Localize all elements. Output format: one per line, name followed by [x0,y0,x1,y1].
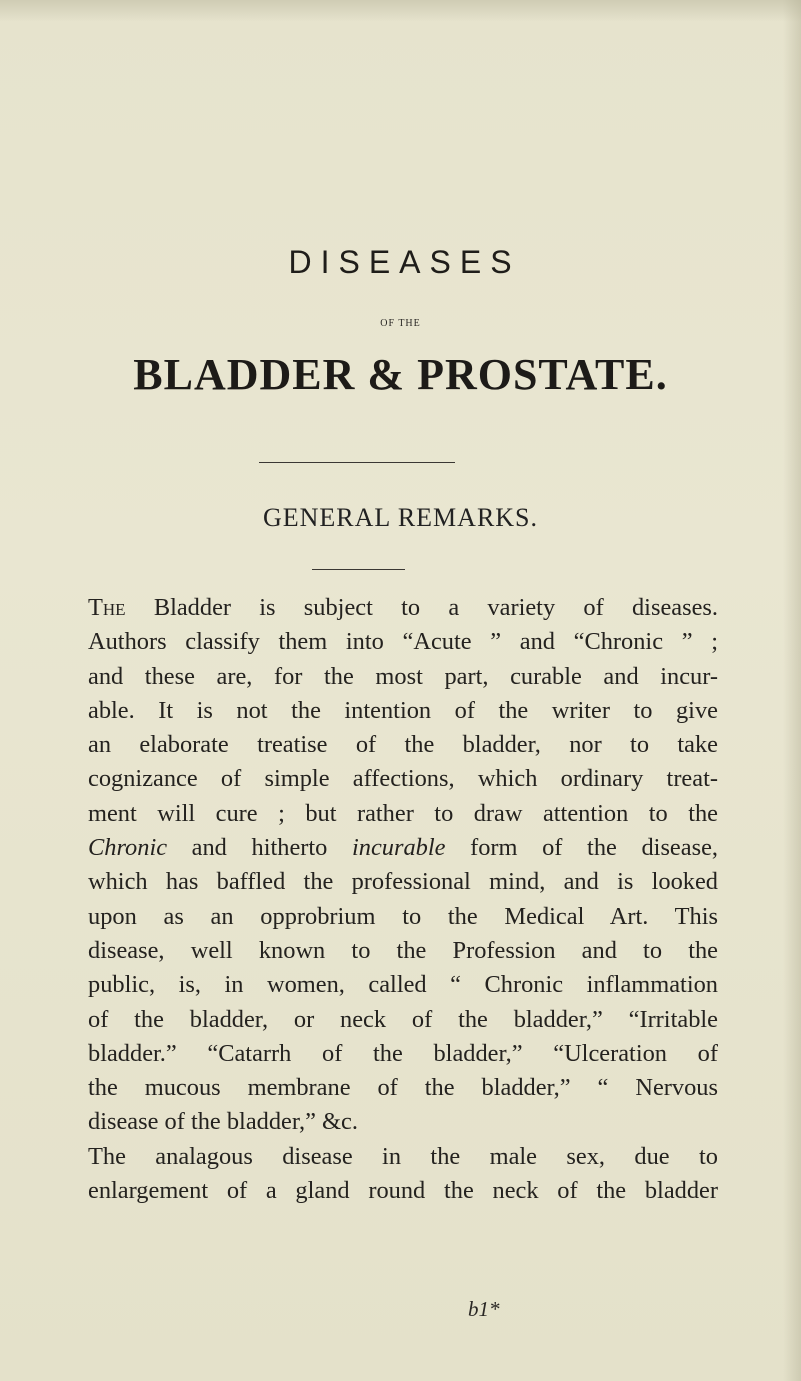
body-line-1: The Bladder is subject to a variety of diseases. [88,594,718,621]
body-line-9: which has baffled the professional mind, and is looked [88,868,718,896]
body-line-8: Chronic and hitherto incurable form of the disease, [88,834,718,862]
body-line-4: able. It is not the intention of the writer to give [88,696,718,724]
body-line-16: disease of the bladder,” &c. [88,1108,358,1136]
signature-mark: b1* [468,1297,500,1321]
body-line-10: upon as an opprobrium to the Medical Art. This [88,902,718,930]
body-line-13: of the bladder, or neck of the bladder,” “Irritable [88,1005,718,1033]
body-line-3: and these are, for the most part, curable and incur- [88,662,718,690]
body-line-17: The analagous disease in the male sex, due to [88,1142,718,1170]
title-divider-rule [259,462,455,463]
italic-incurable: incurable [351,834,446,862]
body-line-18: enlargement of a gland round the neck of the bladder [88,1177,718,1205]
body-line-5: an elaborate treatise of the bladder, nor to take [88,731,718,759]
page-right-shadow [783,0,801,1381]
lead-word: The [88,594,126,621]
italic-chronic: Chronic [88,834,168,862]
body-line-12: public, is, in women, called “ Chronic inflammation [88,971,718,999]
body-line-14: bladder.” “Catarrh of the bladder,” “Ulceration of [88,1039,718,1067]
section-heading: GENERAL REMARKS. [262,503,539,532]
body-line-2: Authors classify them into “Acute ” and “Chronic ” ; [88,628,718,656]
body-line-11: disease, well known to the Profession and to the [88,936,718,964]
body-paragraph [88,591,718,1208]
section-divider-rule [312,569,405,570]
title-of-the: OF THE [380,318,421,329]
body-line-6: cognizance of simple affections, which ordinary treat- [88,765,718,793]
body-line-7: ment will cure ; but rather to draw attention to the [88,799,718,827]
title-bladder-prostate: BLADDER & PROSTATE. [133,350,668,399]
body-line-15: the mucous membrane of the bladder,” “ Nervous [88,1074,718,1102]
page-top-shadow [0,0,801,22]
title-diseases: DISEASES [288,244,521,280]
